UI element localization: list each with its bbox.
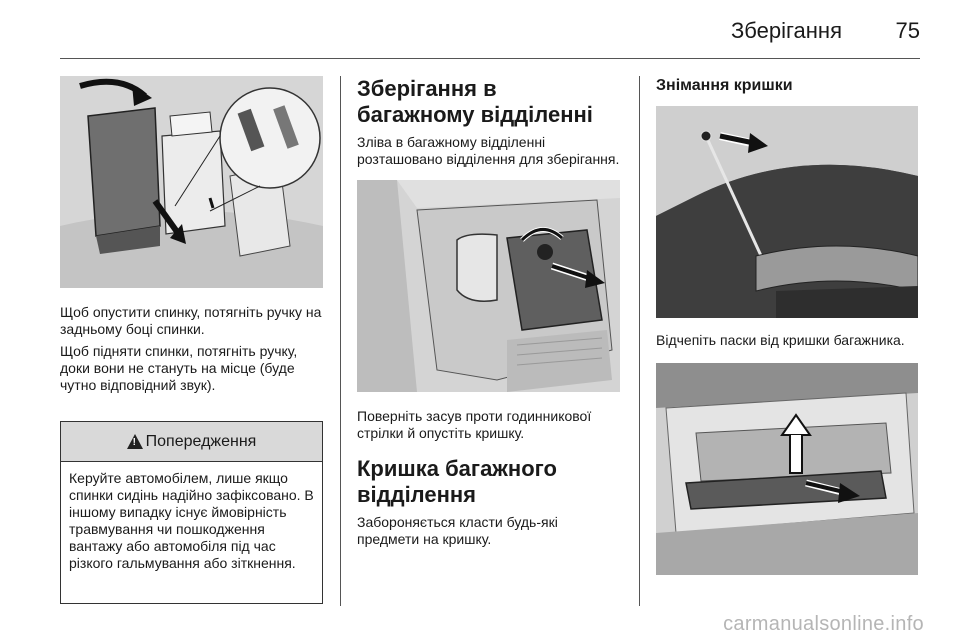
latch-instruction: Поверніть засув проти годинникової стрілки й опустіть кришку.	[357, 408, 592, 441]
warning-box	[60, 421, 323, 604]
fold-seat-instruction: Щоб опустити спинку, потягніть ручку на задньому боці спинки.	[60, 304, 322, 337]
subheading-remove-cover: Знімання кришки	[656, 77, 793, 94]
page-header	[0, 0, 960, 60]
storage-compartment-illustration	[357, 180, 620, 392]
section-heading-cover: Кришка багажного відділення	[357, 456, 557, 507]
unhook-straps-instruction: Відчепіть паски від кришки багажника.	[656, 332, 905, 348]
section-heading-storage: Зберігання в багажному відділенні	[357, 76, 593, 127]
cover-straps-illustration	[656, 106, 918, 318]
remove-cover-illustration	[656, 363, 918, 575]
warning-triangle-icon	[127, 434, 143, 449]
watermark-text: carmanualsonline.info	[723, 613, 924, 635]
warning-title: Попередження	[145, 432, 257, 450]
column-left	[60, 76, 323, 394]
warning-text: Керуйте автомобілем, лише якщо спинки сидінь надійно зафіксовано. В іншому випадку існує ймовірність травмування чи пошкодження вантажу або автомобіля під час різкого гальмування або зіткнення.	[69, 470, 314, 571]
page-number: 75	[895, 18, 920, 43]
warning-header	[61, 422, 322, 462]
seat-backrest-illustration	[60, 76, 323, 288]
storage-description: Зліва в багажному відділенні розташовано відділення для зберігання.	[357, 134, 620, 167]
header-rule	[60, 58, 920, 59]
raise-seat-instruction: Щоб підняти спинки, потягніть ручку, доки вони не стануть на місце (буде чутно відповідний звук).	[60, 343, 298, 393]
cover-warning-text: Забороняється класти будь-які предмети на кришку.	[357, 514, 558, 547]
column-divider	[340, 76, 341, 606]
column-divider	[639, 76, 640, 606]
column-right	[656, 76, 918, 575]
section-title: Зберігання	[731, 18, 842, 43]
column-middle	[357, 76, 620, 548]
